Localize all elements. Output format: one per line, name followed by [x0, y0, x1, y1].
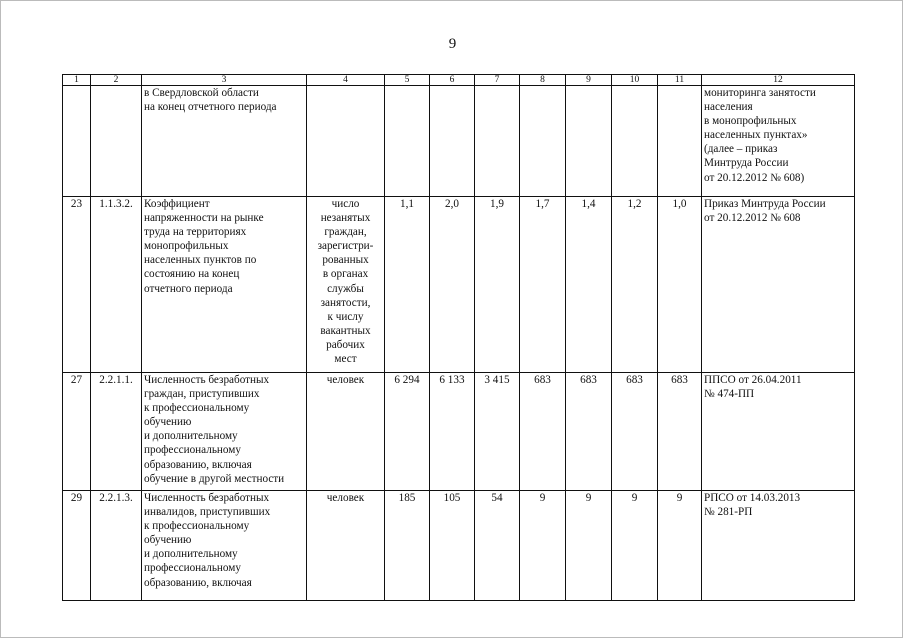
- text-line: № 474-ПП: [704, 388, 755, 401]
- text-line: от 20.12.2012 № 608): [704, 171, 805, 184]
- text-line: населенных пунктах»: [704, 129, 808, 142]
- value-cell: 1,1: [385, 197, 430, 373]
- row-number-cell: 27: [63, 373, 91, 491]
- table-row: [63, 197, 855, 373]
- header-cell: 1: [63, 75, 91, 86]
- text-line: ППСО от 26.04.2011: [704, 374, 802, 386]
- value-cell: 54: [475, 491, 520, 601]
- continuation-row: [63, 86, 855, 197]
- row-code-cell: 2.2.1.3.: [91, 491, 142, 601]
- unit-cell: [307, 197, 385, 373]
- value-cell: 105: [430, 491, 475, 601]
- header-cell: 3: [142, 75, 307, 86]
- value-cell: 6 294: [385, 373, 430, 491]
- value-cell: 9: [658, 491, 702, 601]
- text-line: рабочих: [326, 338, 365, 351]
- text-line: состоянию на конец: [144, 268, 240, 281]
- row-number-cell: 29: [63, 491, 91, 601]
- text-line: (далее – приказ: [704, 143, 778, 156]
- value-cell: 1,9: [475, 197, 520, 373]
- continuation-source-cell: [702, 86, 855, 197]
- indicator-name-cell: [142, 491, 307, 601]
- text-line: к числу: [327, 310, 364, 323]
- header-cell: 6: [430, 75, 475, 86]
- text-line: напряженности на рынке: [144, 212, 264, 225]
- text-line: к профессиональному: [144, 402, 250, 415]
- text-line: человек: [326, 492, 365, 504]
- text-line: и дополнительному: [144, 430, 238, 443]
- value-cell: 6 133: [430, 373, 475, 491]
- text-line: рованных: [322, 254, 369, 267]
- value-cell: 185: [385, 491, 430, 601]
- value-cell: 9: [612, 491, 658, 601]
- text-line: Численность безработных: [144, 374, 270, 386]
- text-line: в Свердловской области: [144, 87, 259, 99]
- text-line: граждан, приступивших: [144, 388, 260, 401]
- text-line: службы: [327, 282, 364, 295]
- data-table: [62, 74, 855, 601]
- text-line: инвалидов, приступивших: [144, 506, 271, 519]
- text-line: Коэффициент: [144, 198, 210, 210]
- text-line: вакантных: [320, 324, 371, 337]
- text-line: РПСО от 14.03.2013: [704, 492, 801, 504]
- text-line: монопрофильных: [144, 240, 229, 253]
- source-cell: [702, 373, 855, 491]
- text-line: обучению: [144, 534, 192, 547]
- value-cell: 1,2: [612, 197, 658, 373]
- text-line: труда на территориях: [144, 226, 247, 239]
- table-row: [63, 491, 855, 601]
- text-line: профессиональному: [144, 562, 241, 575]
- text-line: обучению: [144, 416, 192, 429]
- text-line: к профессиональному: [144, 520, 250, 533]
- text-line: и дополнительному: [144, 548, 238, 561]
- text-line: профессиональному: [144, 444, 241, 457]
- source-cell: [702, 197, 855, 373]
- unit-cell: [307, 491, 385, 601]
- header-cell: 4: [307, 75, 385, 86]
- value-cell: 683: [566, 373, 612, 491]
- header-row: [63, 75, 855, 86]
- text-line: Минтруда России: [704, 157, 789, 170]
- text-line: от 20.12.2012 № 608: [704, 212, 801, 225]
- text-line: населенных пунктов по: [144, 254, 257, 267]
- value-cell: 2,0: [430, 197, 475, 373]
- text-line: населения: [704, 101, 753, 114]
- text-line: незанятых: [320, 212, 371, 225]
- text-line: в органах: [322, 268, 369, 281]
- text-line: образованию, включая: [144, 576, 252, 589]
- header-cell: 12: [702, 75, 855, 86]
- row-number-cell: 23: [63, 197, 91, 373]
- text-line: Численность безработных: [144, 492, 270, 504]
- value-cell: 1,4: [566, 197, 612, 373]
- value-cell: 1,7: [520, 197, 566, 373]
- row-code-cell: 2.2.1.1.: [91, 373, 142, 491]
- value-cell: 3 415: [475, 373, 520, 491]
- value-cell: 9: [520, 491, 566, 601]
- text-line: в монопрофильных: [704, 115, 797, 128]
- header-cell: 2: [91, 75, 142, 86]
- header-cell: 7: [475, 75, 520, 86]
- text-line: занятости,: [320, 296, 371, 309]
- header-cell: 8: [520, 75, 566, 86]
- continuation-name-cell: [142, 86, 307, 197]
- header-cell: 5: [385, 75, 430, 86]
- table-row: [63, 373, 855, 491]
- row-code-cell: 1.1.3.2.: [91, 197, 142, 373]
- text-line: граждан,: [324, 226, 367, 239]
- indicator-name-cell: [142, 197, 307, 373]
- text-line: № 281-РП: [704, 506, 753, 519]
- text-line: отчетного периода: [144, 282, 233, 295]
- value-cell: 683: [658, 373, 702, 491]
- text-line: человек: [326, 374, 365, 386]
- header-cell: 9: [566, 75, 612, 86]
- header-cell: 11: [658, 75, 702, 86]
- text-line: мониторинга занятости: [704, 87, 816, 99]
- text-line: зарегистри-: [317, 240, 374, 253]
- indicator-name-cell: [142, 373, 307, 491]
- value-cell: 1,0: [658, 197, 702, 373]
- value-cell: 683: [612, 373, 658, 491]
- text-line: мест: [334, 353, 357, 366]
- text-line: обучение в другой местности: [144, 472, 285, 485]
- text-line: число: [331, 198, 360, 210]
- text-line: образованию, включая: [144, 458, 252, 471]
- text-line: Приказ Минтруда России: [704, 198, 826, 210]
- unit-cell: [307, 373, 385, 491]
- page-number: 9: [448, 36, 457, 52]
- source-cell: [702, 491, 855, 601]
- value-cell: 683: [520, 373, 566, 491]
- header-cell: 10: [612, 75, 658, 86]
- text-line: на конец отчетного периода: [144, 101, 277, 114]
- value-cell: 9: [566, 491, 612, 601]
